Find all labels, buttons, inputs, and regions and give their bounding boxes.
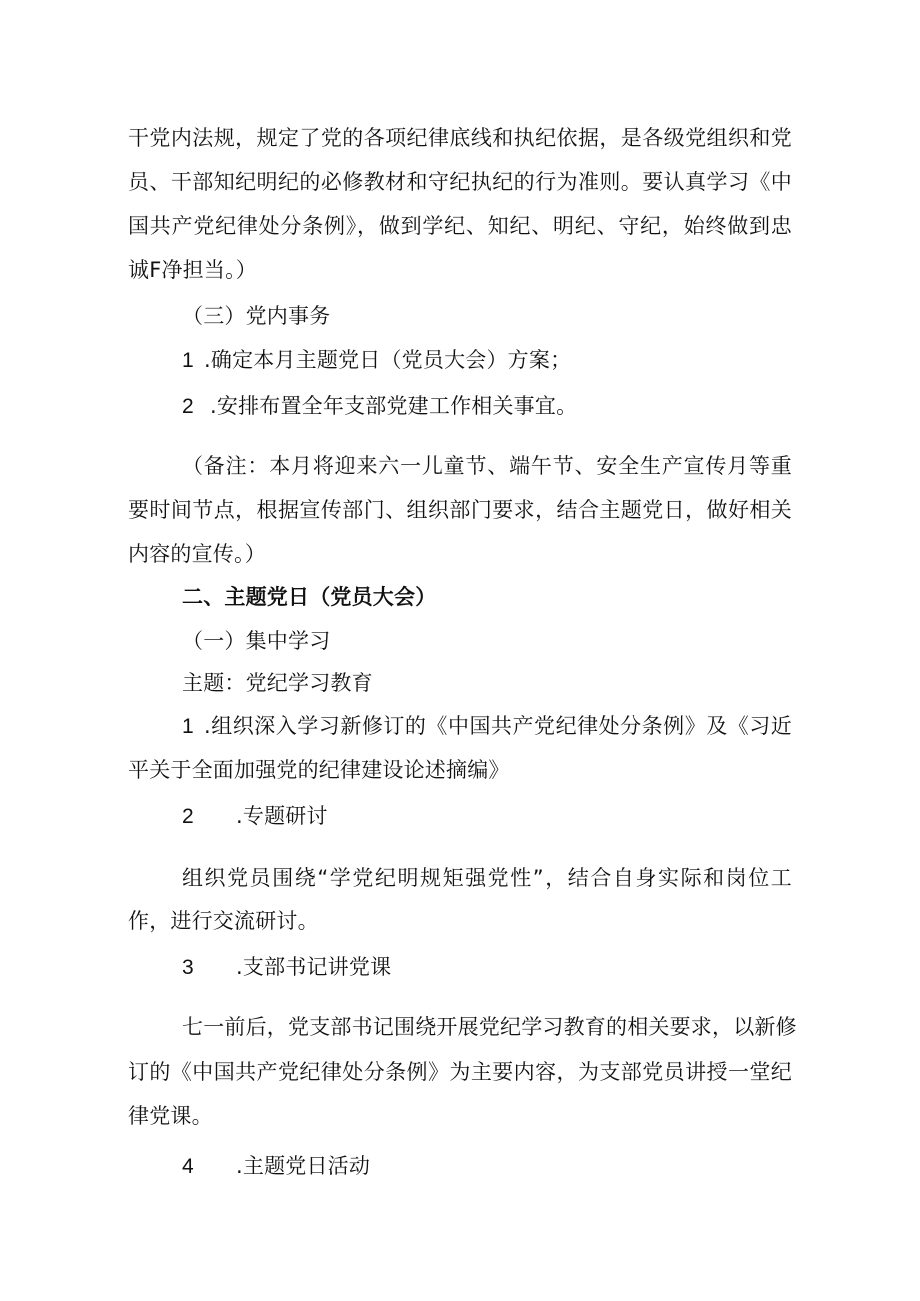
section-2-item-2-number: 2 xyxy=(182,805,194,828)
section-2-item-4-number: 4 xyxy=(182,1155,194,1178)
section-2-theme: 主题：党纪学习教育 xyxy=(182,671,373,695)
intro-paragraph-line-1: 干党内法规，规定了党的各项纪律底线和执纪依据，是各级党组织和党 xyxy=(128,126,792,150)
section-2-item-3-title-text: .支部书记讲党课 xyxy=(236,955,392,979)
section-3-note-line-3: 内容的宣传。） xyxy=(128,542,266,566)
section-2-item-1-line-1 xyxy=(182,716,792,737)
section-3-item-1-text: .确定本月主题党日（党员大会）方案； xyxy=(204,348,572,372)
section-2-item-3-title xyxy=(182,957,391,978)
section-2-item-2-title xyxy=(182,806,328,827)
section-2-item-1-line-2: 平关于全面加强党的纪律建设论述摘编》 xyxy=(128,758,510,782)
section-2-subheading: （一）集中学习 xyxy=(182,629,331,653)
intro-paragraph-line-3: 国共产党纪律处分条例》，做到学纪、知纪、明纪、守纪，始终做到忠 xyxy=(128,214,792,238)
section-3-item-1-number: 1 xyxy=(182,349,194,372)
section-3-item-1 xyxy=(182,350,571,371)
section-2-item-2-title-text: .专题研讨 xyxy=(236,804,328,828)
section-2-item-2-body-line-1: 组织党员围绕“学党纪明规矩强党性”，结合自身实际和岗位工 xyxy=(182,866,792,890)
section-2-heading: 二、主题党日（党员大会） xyxy=(182,585,437,609)
section-3-item-2 xyxy=(182,396,577,417)
intro-paragraph-line-2: 员、干部知纪明纪的必修教材和守纪执纪的行为准则。要认真学习《中 xyxy=(128,170,792,194)
intro-paragraph-line-4: 诚F净担当。） xyxy=(128,258,257,282)
section-3-item-2-number: 2 xyxy=(182,395,194,418)
section-2-item-3-body-line-1: 七一前后，党支部书记围绕开展党纪学习教育的相关要求，以新修 xyxy=(182,1015,797,1039)
section-3-note-line-2: 要时间节点，根据宣传部门、组织部门要求，结合主题党日，做好相关 xyxy=(128,498,792,522)
section-2-item-3-number: 3 xyxy=(182,956,194,979)
section-2-item-1-text-line-1: .组织深入学习新修订的《中国共产党纪律处分条例》及《习近 xyxy=(204,714,792,738)
section-2-item-3-body-line-3: 律党课。 xyxy=(128,1104,213,1128)
section-2-item-3-body-line-2: 订的《中国共产党纪律处分条例》为主要内容，为支部党员讲授一堂纪 xyxy=(128,1060,792,1084)
section-3-item-2-text: .安排布置全年支部党建工作相关事宜。 xyxy=(210,394,578,418)
section-2-item-4-title xyxy=(182,1156,370,1177)
section-2-item-4-title-text: .主题党日活动 xyxy=(236,1154,371,1178)
section-2-item-2-body-line-2: 作，进行交流研讨。 xyxy=(128,909,319,933)
section-3-title: （三）党内事务 xyxy=(182,304,331,328)
section-2-item-1-number: 1 xyxy=(182,715,194,738)
section-3-note-line-1: （备注：本月将迎来六一儿童节、端午节、安全生产宣传月等重 xyxy=(182,454,792,478)
